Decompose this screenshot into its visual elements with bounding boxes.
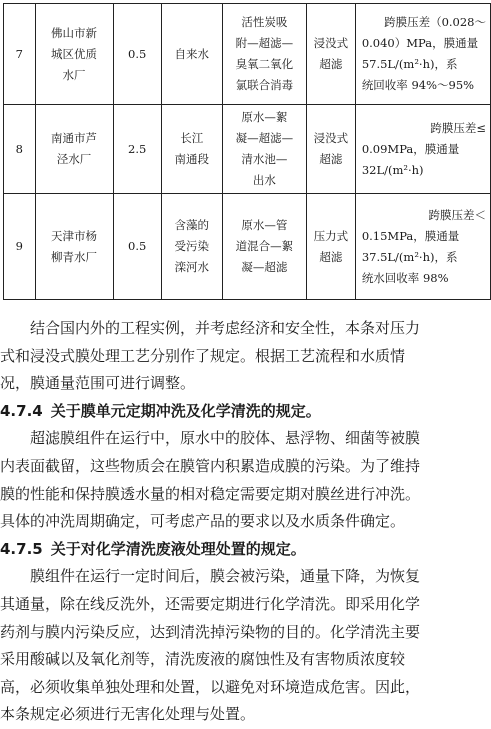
table-row [4,4,491,105]
paragraph-line: 式和浸没式膜处理工艺分别作了规定。根据工艺流程和水质情 [0,346,406,365]
paragraph-line: 内表面截留，这些物质会在膜管内积累造成膜的污染。为了维持 [0,456,421,475]
operating-parameters: 跨膜压差（0.028～ 0.040）MPa，膜通量 57.5L/(m²·h)，系 统回收率 94%～95% [355,4,490,105]
water-source: 自来水 [161,4,222,105]
paragraph-line: 结合国内外的工程实例，并考虑经济和安全性，本条对压力 [30,319,421,337]
body-text [0,315,491,729]
section-title: 关于对化学清洗废液处理处置的规定。 [50,539,306,558]
plant-name: 佛山市新 城区优质 水厂 [35,4,113,105]
table-row [4,105,491,194]
section-heading-4-7-5 [0,536,491,564]
row-number: 7 [4,4,36,105]
section-number: 4.7.5 [0,539,43,558]
process-flow: 原水—絮 凝—超滤— 清水池— 出水 [222,105,306,194]
plant-name: 南通市芦 泾水厂 [35,105,113,194]
membrane-type: 压力式 超滤 [307,194,356,300]
process-flow: 原水—管 道混合—絮 凝—超滤 [222,194,306,300]
paragraph-line: 膜的性能和保持膜透水量的相对稳定需要定期对膜丝进行冲洗。 [0,484,421,503]
paragraph-line: 膜组件在运行一定时间后，膜会被污染，通量下降，为恢复 [30,567,421,586]
paragraph-line: 其通量，除在线反洗外，还需要定期进行化学清洗。即采用化学 [0,594,421,613]
capacity-value: 0.5 [113,4,161,105]
row-number: 9 [4,194,36,300]
paragraph-line: 高，必须收集单独处理和处置，以避免对环境造成危害。因此， [0,677,421,696]
table-row [4,194,491,300]
capacity-value: 0.5 [113,194,161,300]
paragraph-line: 况，膜通量范围可进行调整。 [0,374,196,393]
paragraph-line: 本条规定必须进行无害化处理与处置。 [0,705,256,724]
water-plant-table [3,3,491,300]
row-number: 8 [4,105,36,194]
operating-parameters: 跨膜压差≤ 0.09MPa，膜通量 32L/(m²·h) [355,105,490,194]
paragraph-line: 药剂与膜内污染反应，达到清洗掉污染物的目的。化学清洗主要 [0,622,421,641]
operating-parameters: 跨膜压差＜ 0.15MPa，膜通量 37.5L/(m²·h)，系 统水回收率 98% [355,194,490,300]
capacity-value: 2.5 [113,105,161,194]
plant-name: 天津市杨 柳青水厂 [35,194,113,300]
membrane-type: 浸没式 超滤 [307,4,356,105]
process-flow: 活性炭吸 附—超滤— 臭氧二氧化 氯联合消毒 [222,4,306,105]
water-source: 长江 南通段 [161,105,222,194]
section-title: 关于膜单元定期冲洗及化学清洗的规定。 [50,401,321,420]
paragraph-line: 具体的冲洗周期确定，可考虑产品的要求以及水质条件确定。 [0,512,406,531]
paragraph-line: 超滤膜组件在运行中，原水中的胶体、悬浮物、细菌等被膜 [30,429,421,448]
water-source: 含藻的 受污染 滦河水 [161,194,222,300]
section-number: 4.7.4 [0,401,43,420]
membrane-type: 浸没式 超滤 [307,105,356,194]
section-heading-4-7-4 [0,398,491,426]
paragraph-line: 采用酸碱以及氧化剂等，清洗废液的腐蚀性及有害物质浓度较 [0,650,406,669]
